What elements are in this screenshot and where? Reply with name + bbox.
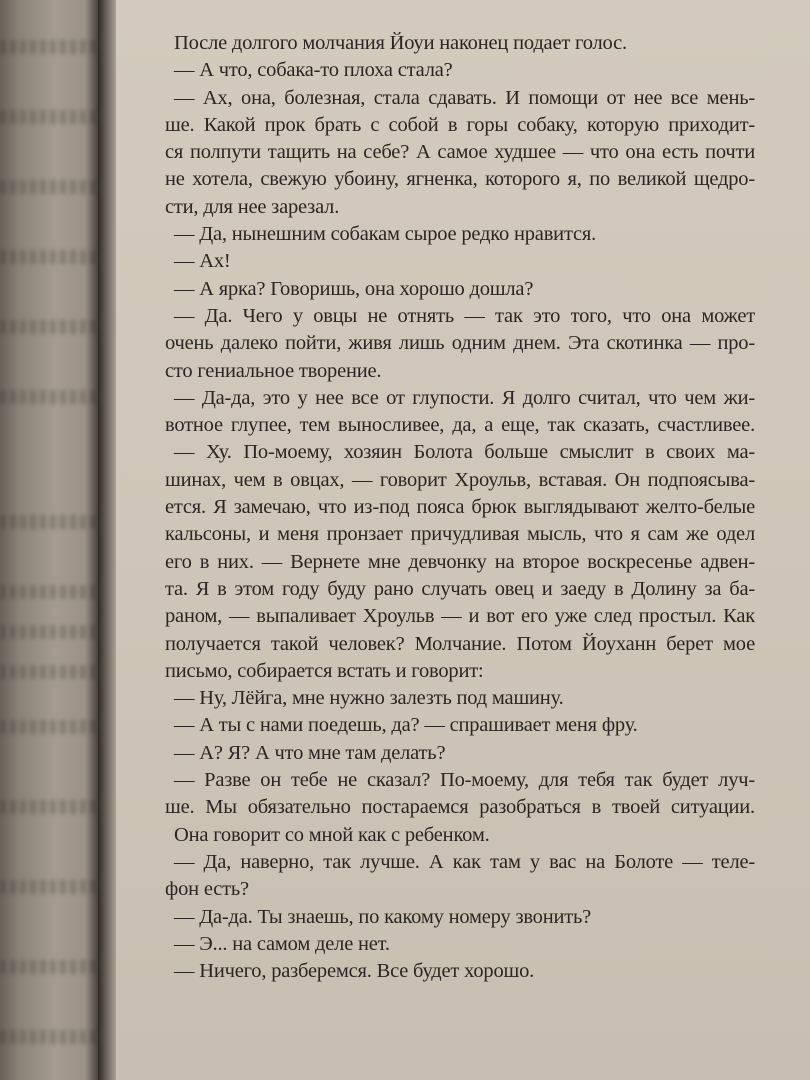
text-line: — А ярка? Говоришь, она хорошо дошла?: [174, 277, 534, 300]
left-page-blurred-text: [0, 1030, 100, 1044]
text-line: вотное глупее, тем выносливее, да, а еще, так сказать, счастливее.: [165, 414, 755, 437]
text-line: — Да-да, это у нее все от глупости. Я долго считал, что чем жи-: [174, 386, 755, 409]
left-page-blurred-text: [0, 880, 100, 894]
text-line: сто гениальное творение.: [165, 359, 382, 382]
text-line: — Ху. По-моему, хозяин Болота больше смыслит в своих ма-: [174, 441, 755, 464]
left-page-blurred-text: [0, 665, 100, 679]
text-line: Она говорит со мной как с ребенком.: [174, 823, 490, 846]
text-line: та. Я в этом году буду рано случать овец и заеду в Долину за ба-: [165, 577, 755, 600]
left-page-blurred-text: [0, 585, 100, 599]
left-page-blurred-text: [0, 180, 100, 194]
text-line: — Э... на самом деле нет.: [174, 932, 390, 955]
text-line: сти, для нее зарезал.: [165, 195, 340, 218]
left-page-blurred-text: [0, 960, 100, 974]
left-page-edge: [0, 0, 100, 1080]
text-line: его в них. — Вернете мне девчонку на второе воскресенье адвен-: [165, 550, 755, 573]
text-line: ше. Мы обязательно постараемся разобраться в твоей ситуации.: [165, 796, 755, 819]
text-line: — Разве он тебе не сказал? По-моему, для тебя так будет луч-: [174, 769, 755, 792]
left-page-blurred-text: [0, 320, 100, 334]
text-line: кальсоны, и меня пронзает причудливая мысль, что я сам же одел: [165, 523, 755, 546]
left-page-blurred-text: [0, 720, 100, 734]
text-line: ется. Я замечаю, что из-под пояса брюк выглядывают желто-белые: [165, 496, 755, 519]
left-page-blurred-text: [0, 250, 100, 264]
text-line: — Ничего, разберемся. Все будет хорошо.: [174, 960, 535, 983]
text-line: ся полпути тащить на себе? А самое худшее — что она есть почти: [165, 141, 755, 164]
text-line: шинах, чем в овцах, — говорит Хроульв, вставая. Он подпоясыва-: [165, 468, 755, 491]
text-line: получается такой человек? Молчание. Потом Йоуханн берет мое: [165, 632, 755, 655]
text-line: — Ну, Лёйга, мне нужно залезть под машину.: [174, 687, 564, 710]
text-line: — Да-да. Ты знаешь, по какому номеру звонить?: [174, 905, 592, 928]
text-line: — Ах, она, болезная, стала сдавать. И помощи от нее все мень-: [174, 86, 755, 109]
left-page-blurred-text: [0, 515, 100, 529]
text-line: письмо, собирается встать и говорит:: [165, 659, 484, 682]
text-line: не хотела, свежую убоину, ягненка, которого я, по великой щедро-: [165, 168, 755, 191]
page-text: [165, 30, 755, 985]
text-line: — А? Я? А что мне там делать?: [174, 741, 446, 764]
left-page-blurred-text: [0, 110, 100, 124]
text-line: — Да, нынешним собакам сырое редко нравится.: [174, 223, 597, 246]
left-page-blurred-text: [0, 625, 100, 639]
text-line: ше. Какой прок брать с собой в горы собаку, которую приходит-: [165, 113, 755, 136]
left-page-blurred-text: [0, 40, 100, 54]
text-line: раном, — выпаливает Хроульв — и вот его уже след простыл. Как: [165, 605, 755, 628]
left-page-blurred-text: [0, 390, 100, 404]
text-line: — А ты с нами поедешь, да? — спрашивает меня фру.: [174, 714, 638, 737]
left-page-blurred-text: [0, 800, 100, 814]
text-line: — Ах!: [174, 250, 231, 273]
text-line: фон есть?: [165, 878, 249, 901]
text-line: — Да, наверно, так лучше. А как там у вас на Болоте — теле-: [174, 850, 755, 873]
text-line: После долгого молчания Йоуи наконец подает голос.: [174, 32, 627, 54]
text-line: очень далеко пойти, живя лишь одним днем. Эта скотинка — про-: [165, 332, 755, 355]
text-line: — Да. Чего у овцы не отнять — так это того, что она может: [174, 304, 755, 327]
text-line: — А что, собака-то плоха стала?: [174, 59, 453, 82]
book-gutter: [98, 0, 118, 1080]
